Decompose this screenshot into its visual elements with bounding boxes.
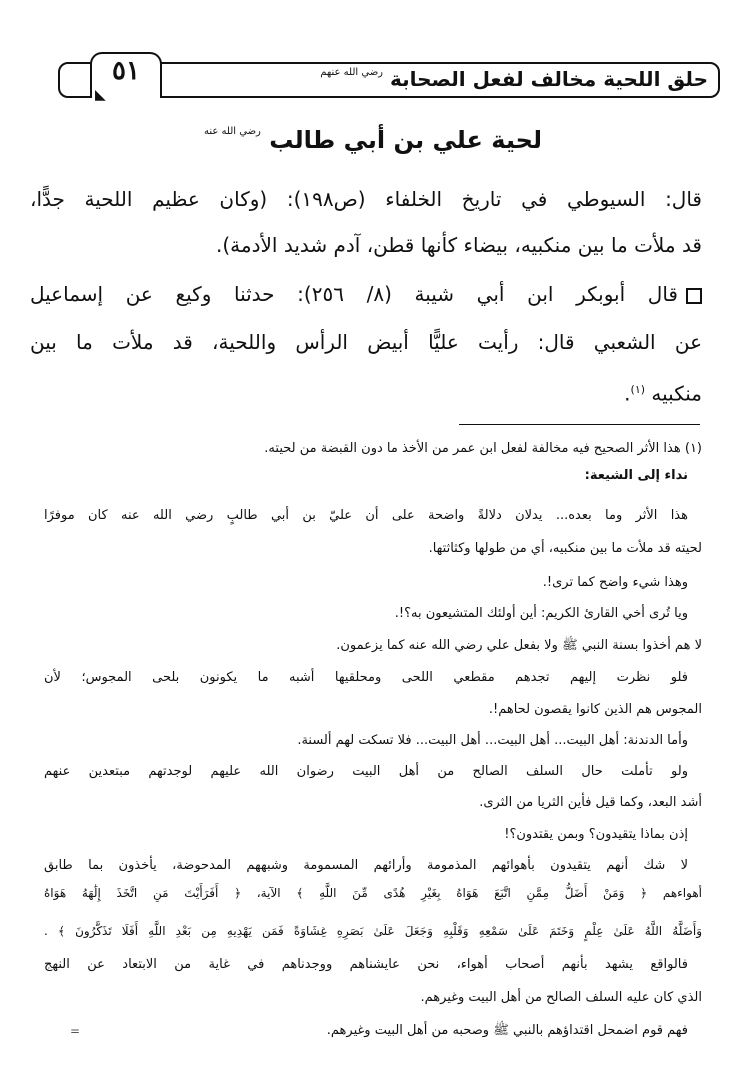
footnote-line: إذن بماذا يتقيدون؟ وبمن يقتدون؟!	[504, 827, 688, 842]
footnote-line: فالواقع يشهد بأنهم أصحاب أهواء، نحن عايشناهم ووجدناهم في غاية من الابتعاد عن النهج	[44, 957, 688, 972]
square-bullet-icon	[686, 288, 702, 304]
paragraph-line-last	[30, 366, 702, 418]
footnote-quran-line: أهواءهم ﴿ وَمَنْ أَضَلُّ مِمَّنِ اتَّبَعَ هَوَاهُ بِغَيْرِ هُدًى مِّنَ اللَّهِ ﴾ الآية، ﴿ أَفَرَأَيْتَ مَنِ اتَّخَذَ إِلَٰهَهُ هَوَاهُ	[44, 886, 702, 900]
paragraph-line: عن الشعبي قال: رأيت عليًّا أبيض الرأس واللحية، قد ملأت ما بين	[30, 330, 702, 354]
footnote-heading: نداء إلى الشيعة:	[584, 468, 688, 483]
footnote-quran-line: وَأَضَلَّهُ اللَّهُ عَلَىٰ عِلْمٍ وَخَتَمَ عَلَىٰ سَمْعِهِ وَقَلْبِهِ وَجَعَلَ عَلَىٰ بَصَرِهِ غِشَاوَةً فَمَن يَهْدِيهِ مِن بَعْدِ اللَّهِ أَفَلَا تَذَكَّرُونَ ﴾ .	[44, 924, 702, 938]
footnote-line: هذا الأثر وما بعده... يدلان دلالةً واضحة على أن عليّ بن أبي طالبٍ رضي الله عنه كان موفرًا	[44, 508, 688, 523]
paragraph-line-first	[30, 270, 702, 318]
footnote-line: لحيته قد ملأت ما بين منكبيه، أي من طولها وكثاثتها.	[428, 541, 702, 556]
running-header	[188, 67, 708, 91]
footnote-line: (١) هذا الأثر الصحيح فيه مخالفة لفعل ابن عمر من الأخذ ما دون القبضة من لحيته.	[264, 441, 702, 456]
footnote-line: فهم قوم اضمحل اقتداؤهم بالنبي ﷺ وصحبه من أهل البيت وغيرهم.	[326, 1023, 688, 1038]
footnote-line: لا شك أنهم يتقيدون بأهوائهم المذمومة وأرائهم المسمومة وشبههم المدحوضة، يأخذون بما طابق	[44, 858, 688, 873]
chapter-title-honorific: رضي الله عنه	[204, 126, 261, 137]
footnote-line: وأما الدندنة: أهل البيت... أهل البيت... أهل البيت... فلا تسكت لهم ألسنة.	[297, 733, 688, 748]
page-number-ornament: ◣	[95, 87, 106, 103]
footnote-line: ولو تأملت حال السلف الصالح من أهل البيت رضوان الله عليهم لوجدتهم مبتعدين عنهم	[44, 764, 688, 779]
footnote-line: المجوس هم الذين كانوا يقصون لحاهم!.	[488, 702, 702, 717]
continuation-mark: =	[70, 1024, 81, 1038]
footnote-separator	[459, 424, 700, 425]
footnote-line: ويا تُرى أخي القارئ الكريم: أين أولئك المتشيعون به؟!.	[394, 606, 688, 621]
paragraph-end-punct: .	[624, 381, 631, 406]
footnote-line: الذي كان عليه السلف الصالح من أهل البيت وغيرهم.	[420, 990, 702, 1005]
chapter-title	[60, 126, 686, 154]
paragraph-suyuti	[30, 176, 702, 268]
page-number: ٥١	[112, 56, 140, 86]
chapter-title-text: لحية علي بن أبي طالب	[269, 126, 542, 154]
running-header-title: حلق اللحية مخالف لفعل الصحابة	[389, 67, 708, 91]
footnote-line: وهذا شيء واضح كما ترى!.	[542, 575, 688, 590]
paragraph-ibn-abi-shaybah	[30, 270, 702, 418]
footnote-line: فلو نظرت إليهم تجدهم مقطعي اللحى ومحلقيها أشبه ما يكونون بلحى المجوس؛ لأن	[44, 670, 688, 685]
paragraph-line-text: منكبيه	[651, 381, 702, 406]
footnote-line: أشد البعد، وكما قيل فأين الثريا من الثرى.	[479, 795, 702, 810]
footnote-line: لا هم أخذوا بسنة النبي ﷺ ولا بفعل علي رضي الله عنه كما يزعمون.	[336, 638, 702, 653]
footnote-ref: (١)	[630, 383, 646, 396]
paragraph-line: قال: السيوطي في تاريخ الخلفاء (ص١٩٨): (وكان عظيم اللحية جدًّا،	[30, 187, 702, 211]
paragraph-line: قد ملأت ما بين منكبيه، بيضاء كأنها قطن، آدم شديد الأدمة).	[216, 233, 702, 257]
paragraph-line-text: قال أبوبكر ابن أبي شيبة (٨/ ٢٥٦): حدثنا وكيع عن إسماعيل	[30, 282, 678, 306]
running-header-honorific: رضي الله عنهم	[320, 67, 384, 78]
